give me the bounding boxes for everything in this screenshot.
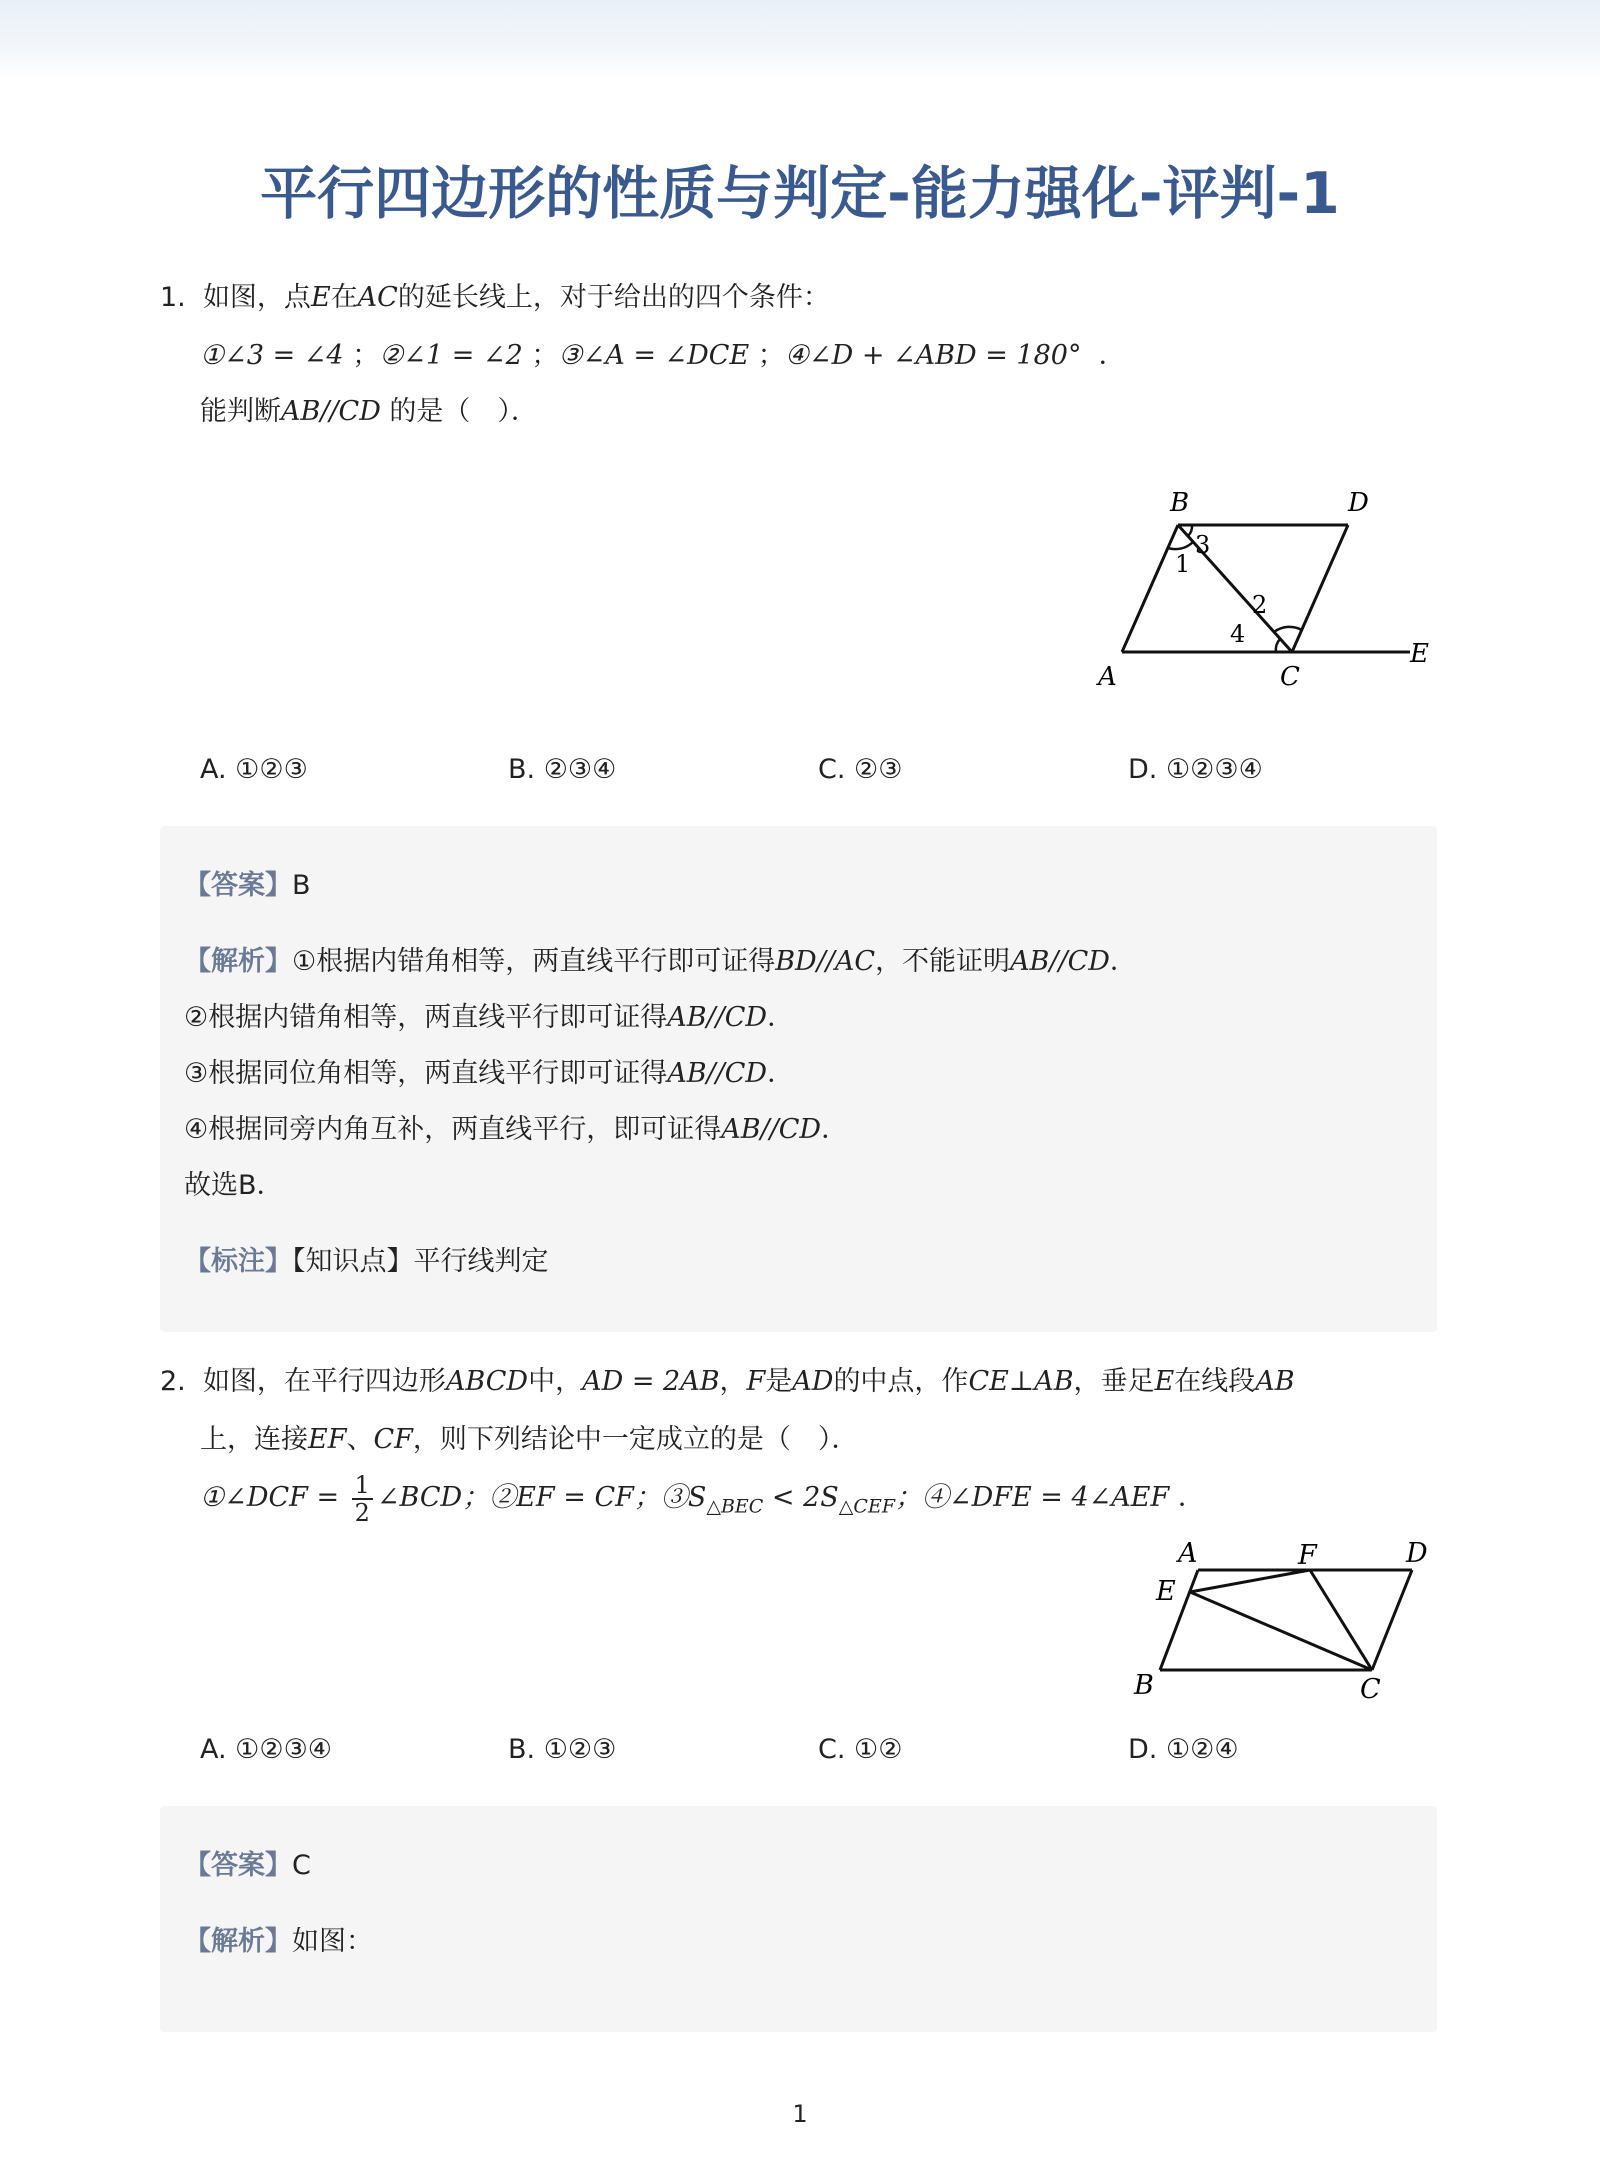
q2-math: AD [792, 1366, 834, 1397]
q2-option-c[interactable] [818, 1730, 902, 1770]
q1-answer [184, 866, 311, 906]
q2-text: 的中点，作 [833, 1366, 969, 1397]
q2-condition: ；②EF = CF [462, 1482, 634, 1513]
analysis-tag: 【解析】 [184, 1926, 292, 1957]
q1-ask-text: 能判断 [200, 396, 281, 427]
q2-condition: ①∠DCF = [200, 1482, 348, 1513]
label-c: C [1360, 1674, 1381, 1705]
q1-condition: ②∠1 = ∠2 [379, 340, 523, 371]
option-text: ①②③ [235, 754, 308, 785]
separator: ． [1177, 1482, 1205, 1513]
separator: ； [531, 340, 559, 371]
analysis-text: ． [767, 1058, 795, 1089]
label-d: D [1406, 1538, 1428, 1569]
label-f: F [1298, 1540, 1317, 1571]
label-angle-2: 2 [1252, 591, 1268, 619]
q2-condition: ∠BCD [376, 1482, 463, 1513]
q1-ask-text: 的是（ ）． [380, 396, 538, 427]
q2-text: 是 [765, 1366, 793, 1397]
option-letter: C. [818, 754, 846, 785]
q1-analysis-line-4 [184, 1110, 848, 1150]
q2-text: ，垂足 [1073, 1366, 1155, 1397]
option-text: ②③ [854, 754, 903, 785]
option-letter: B. [508, 1734, 536, 1765]
analysis-text: 故选B． [184, 1170, 284, 1201]
q2-stem-line-2 [200, 1420, 858, 1460]
angle-2-arc [1274, 627, 1302, 632]
label-c: C [1280, 662, 1300, 692]
q2-solution-box [160, 1806, 1437, 2032]
fraction-denominator: 2 [354, 1498, 370, 1527]
label-angle-3: 3 [1195, 531, 1211, 559]
angle-4-arc [1276, 639, 1280, 652]
q1-conditions [200, 336, 1126, 376]
q2-subscript: △BEC [706, 1495, 764, 1518]
analysis-tag: 【解析】 [184, 946, 292, 977]
label-a: A [1098, 662, 1117, 692]
label-angle-1: 1 [1175, 550, 1191, 578]
q2-option-d[interactable] [1128, 1730, 1239, 1770]
analysis-text: ，不能证明 [875, 946, 1011, 977]
label-d: D [1348, 488, 1369, 518]
analysis-text: ④根据同旁内角互补，两直线平行，即可证得 [184, 1114, 722, 1145]
answer-tag: 【答案】 [184, 870, 292, 901]
segment-ec [1190, 1592, 1372, 1670]
q1-figure [1030, 478, 1450, 698]
analysis-text: ． [1109, 946, 1137, 977]
option-text: ①②③ [543, 1734, 617, 1765]
q1-option-a[interactable] [200, 750, 308, 790]
q2-text: 、 [346, 1424, 374, 1455]
analysis-math: AB//CD [667, 1002, 768, 1033]
q2-math: ABCD [445, 1366, 529, 1397]
q2-condition: ；③S [633, 1482, 707, 1513]
header-band [0, 0, 1600, 78]
analysis-math: AB//CD [1010, 946, 1110, 977]
q2-option-a[interactable] [200, 1730, 332, 1770]
q2-number: 2. [160, 1366, 186, 1397]
segment-fc [1310, 1570, 1372, 1670]
q2-figure [1120, 1532, 1440, 1712]
q1-stem-text: 在 [330, 282, 358, 313]
q2-math: AB [1255, 1366, 1295, 1397]
page-number: 1 [792, 2100, 808, 2128]
q2-answer [184, 1846, 311, 1886]
q1-ask [200, 392, 538, 432]
note-text: 【知识点】平行线判定 [292, 1246, 549, 1277]
option-text: ②③④ [543, 754, 617, 785]
q2-text: 如图，在平行四边形 [202, 1366, 446, 1397]
q1-math: AC [357, 282, 398, 313]
option-letter: B. [508, 754, 536, 785]
q2-condition: ；④∠DFE = 4∠AEF [895, 1482, 1170, 1513]
q2-math: AD = 2AB [582, 1366, 720, 1397]
angle-3-arc [1188, 525, 1192, 536]
analysis-text: ③根据同位角相等，两直线平行即可证得 [184, 1058, 668, 1089]
fraction-one-half [352, 1472, 373, 1526]
q1-stem [160, 278, 830, 318]
q1-option-c[interactable] [818, 750, 902, 790]
answer-tag: 【答案】 [184, 1850, 292, 1881]
segment-ab [1122, 525, 1178, 652]
q1-analysis-line-2 [184, 998, 794, 1038]
q1-condition: ①∠3 = ∠4 [200, 340, 344, 371]
q1-math: E [310, 282, 331, 313]
separator: ； [757, 340, 785, 371]
label-b: B [1134, 1670, 1154, 1701]
q2-math: EF [308, 1424, 347, 1455]
q2-subscript: △CEF [838, 1495, 895, 1518]
option-letter: A. [200, 754, 227, 785]
label-b: B [1170, 488, 1190, 518]
analysis-math: BD//AC [775, 946, 876, 977]
analysis-math: AB//CD [667, 1058, 768, 1089]
fraction-numerator: 1 [352, 1472, 373, 1500]
q2-condition: < 2S [763, 1482, 839, 1513]
option-letter: D. [1128, 754, 1158, 785]
q1-stem-text: 的延长线上，对于给出的四个条件： [397, 282, 830, 313]
separator: ； [352, 340, 380, 371]
note-tag: 【标注】 [184, 1246, 292, 1277]
analysis-text: 如图： [292, 1926, 373, 1957]
q1-math: AB//CD [281, 396, 381, 427]
page-title: 平行四边形的性质与判定-能力强化-评判-1 [260, 161, 1340, 227]
q1-analysis-line-1 [184, 942, 1137, 982]
segment-dc [1372, 1570, 1412, 1670]
q2-math: E [1154, 1366, 1175, 1397]
q1-stem-text: 如图，点 [202, 282, 311, 313]
q1-note [184, 1242, 549, 1282]
segment-ef [1190, 1570, 1310, 1592]
q1-option-b[interactable] [508, 750, 616, 790]
q2-text: 上，连接 [200, 1424, 308, 1455]
q1-condition: ③∠A = ∠DCE [558, 340, 750, 371]
q2-text: ，则下列结论中一定成立的是（ ）． [412, 1424, 859, 1455]
q1-number: 1. [160, 282, 186, 313]
q1-option-d[interactable] [1128, 750, 1263, 790]
option-text: ①②③④ [235, 1734, 332, 1765]
q2-math: CE⊥AB [968, 1366, 1074, 1397]
analysis-text: ． [767, 1002, 795, 1033]
q1-condition: ④∠D + ∠ABD = 180° [784, 340, 1082, 371]
q2-text: 中， [528, 1366, 583, 1397]
q2-math: F [746, 1366, 766, 1397]
analysis-math: AB//CD [721, 1114, 822, 1145]
q2-math: CF [373, 1424, 413, 1455]
q2-text: ， [719, 1366, 747, 1397]
option-text: ①② [854, 1734, 903, 1765]
q2-analysis [184, 1922, 373, 1962]
q2-option-b[interactable] [508, 1730, 616, 1770]
label-angle-4: 4 [1230, 620, 1246, 648]
analysis-text: ②根据内错角相等，两直线平行即可证得 [184, 1002, 668, 1033]
angle-1-arc [1168, 542, 1193, 549]
q2-text: 在线段 [1174, 1366, 1256, 1397]
analysis-text: ． [821, 1114, 849, 1145]
option-text: ①②③④ [1165, 754, 1263, 785]
q2-stem-line-1 [160, 1362, 1295, 1402]
option-letter: D. [1128, 1734, 1158, 1765]
q1-analysis-line-5 [184, 1166, 284, 1206]
label-e: E [1410, 639, 1429, 669]
segment-dc [1292, 525, 1348, 652]
option-letter: C. [818, 1734, 846, 1765]
separator: ． [1098, 340, 1126, 371]
answer-value: C [292, 1850, 311, 1881]
option-letter: A. [200, 1734, 227, 1765]
option-text: ①②④ [1165, 1734, 1239, 1765]
analysis-text: ①根据内错角相等，两直线平行即可证得 [292, 946, 776, 977]
q1-analysis-line-3 [184, 1054, 794, 1094]
label-a: A [1178, 1538, 1198, 1569]
answer-value: B [292, 870, 311, 901]
label-e: E [1156, 1576, 1176, 1607]
q2-conditions [200, 1466, 1205, 1538]
